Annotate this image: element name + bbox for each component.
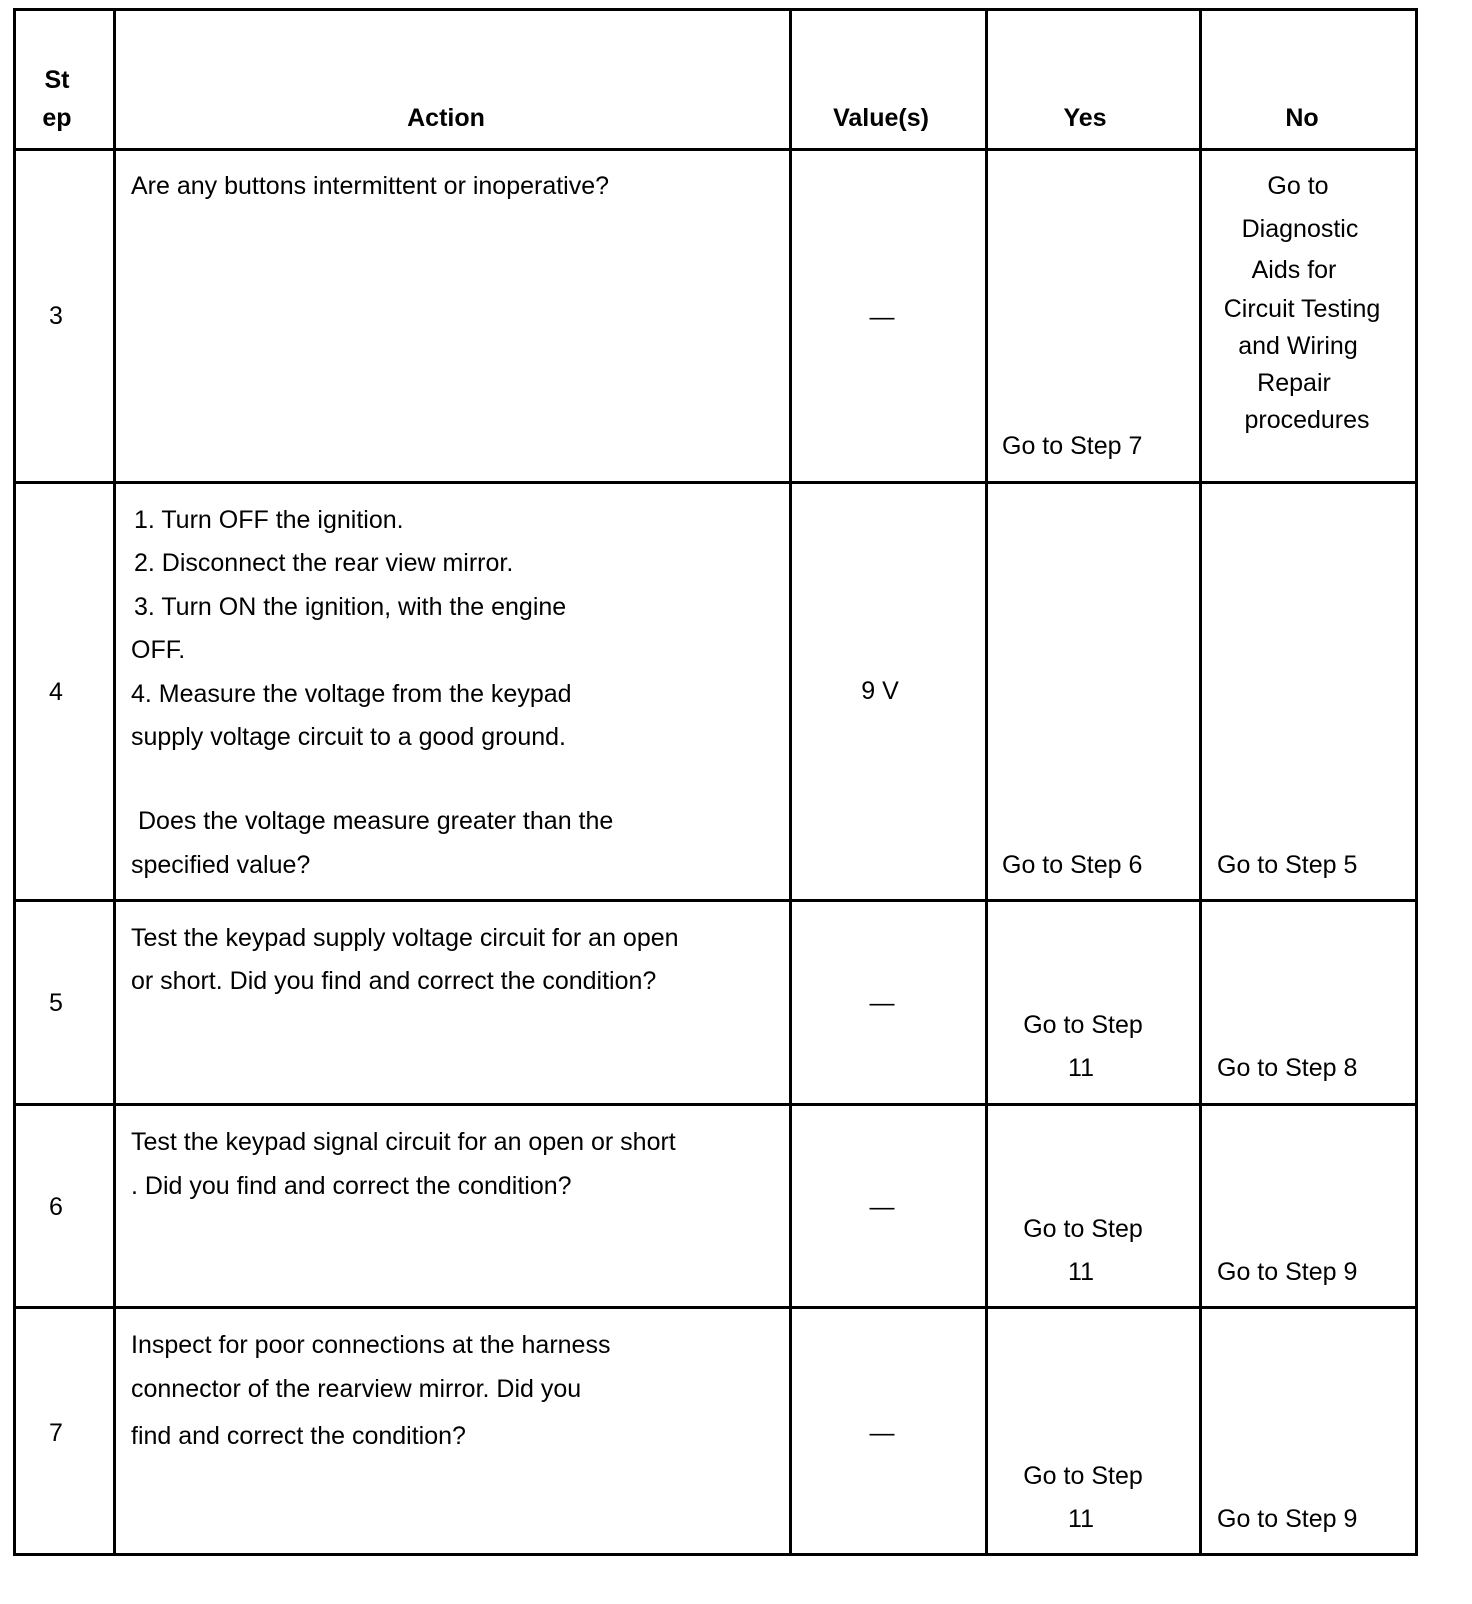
- yes-text-line: Go to Step 7: [1002, 432, 1143, 460]
- action-text-line: 1. Turn OFF the ignition.: [134, 506, 404, 534]
- action-text-line: or short. Did you find and correct the condition?: [131, 967, 657, 995]
- header-no: No: [1285, 104, 1319, 132]
- step-number: 7: [49, 1419, 63, 1447]
- action-text-line: Does the voltage measure greater than the: [138, 807, 614, 835]
- action-text-line: find and correct the condition?: [131, 1422, 466, 1450]
- step-number: 6: [49, 1193, 63, 1221]
- no-text-line: Circuit Testing: [1223, 295, 1381, 323]
- action-text-line: 4. Measure the voltage from the keypad: [131, 680, 572, 708]
- header-divider: [14, 148, 1418, 151]
- action-text-line: Are any buttons intermittent or inoperative?: [131, 172, 610, 200]
- header-values: Value(s): [833, 104, 929, 132]
- no-text-line: Go to Step 9: [1217, 1258, 1358, 1286]
- yes-text-line: Go to Step: [1023, 1011, 1143, 1039]
- column-divider: [113, 8, 116, 1556]
- header-action: Action: [407, 104, 485, 132]
- action-text-line: . Did you find and correct the condition?: [131, 1172, 572, 1200]
- action-text-line: Test the keypad signal circuit for an open or short: [131, 1128, 676, 1156]
- row-divider: [14, 481, 1418, 484]
- no-text-line: and Wiring: [1238, 332, 1358, 360]
- row-divider: [14, 1306, 1418, 1309]
- value-text: —: [869, 1193, 895, 1221]
- column-divider: [789, 8, 792, 1556]
- value-text: 9 V: [861, 677, 899, 705]
- action-text-line: specified value?: [131, 851, 311, 879]
- yes-text-line: Go to Step: [1023, 1462, 1143, 1490]
- value-text: —: [869, 989, 895, 1017]
- no-text-line: Go to Step 9: [1217, 1505, 1358, 1533]
- column-divider: [1199, 8, 1202, 1556]
- step-number: 3: [49, 302, 63, 330]
- yes-text-line: 11: [1068, 1054, 1094, 1082]
- yes-text-line: Go to Step: [1023, 1215, 1143, 1243]
- table-border-right: [1415, 8, 1418, 1556]
- yes-text-line: Go to Step 6: [1002, 851, 1143, 879]
- row-divider: [14, 1103, 1418, 1106]
- action-text-line: Test the keypad supply voltage circuit for an open: [131, 924, 679, 952]
- no-text-line: Go to: [1267, 172, 1329, 200]
- step-number: 4: [49, 678, 63, 706]
- no-text-line: Repair: [1257, 369, 1331, 397]
- yes-text-line: 11: [1068, 1505, 1094, 1533]
- table-border-left: [13, 8, 16, 1556]
- action-text-line: connector of the rearview mirror. Did you: [131, 1375, 582, 1403]
- no-text-line: procedures: [1244, 406, 1370, 434]
- action-text-line: supply voltage circuit to a good ground.: [131, 723, 566, 751]
- value-text: —: [869, 303, 895, 331]
- header-yes: Yes: [1063, 104, 1107, 132]
- step-number: 5: [49, 989, 63, 1017]
- action-text-line: 3. Turn ON the ignition, with the engine: [134, 593, 567, 621]
- no-text-line: Aids for: [1251, 256, 1337, 284]
- table-border-top: [14, 8, 1418, 11]
- row-divider: [14, 899, 1418, 902]
- header-step-line2: ep: [42, 104, 72, 132]
- value-text: —: [869, 1419, 895, 1447]
- action-text-line: OFF.: [131, 636, 186, 664]
- no-text-line: Go to Step 8: [1217, 1054, 1358, 1082]
- header-step-line1: St: [44, 66, 70, 94]
- action-text-line: Inspect for poor connections at the harness: [131, 1331, 611, 1359]
- action-text-line: 2. Disconnect the rear view mirror.: [134, 549, 514, 577]
- column-divider: [985, 8, 988, 1556]
- no-text-line: Diagnostic: [1241, 215, 1359, 243]
- yes-text-line: 11: [1068, 1258, 1094, 1286]
- table-border-bottom: [14, 1553, 1418, 1556]
- no-text-line: Go to Step 5: [1217, 851, 1358, 879]
